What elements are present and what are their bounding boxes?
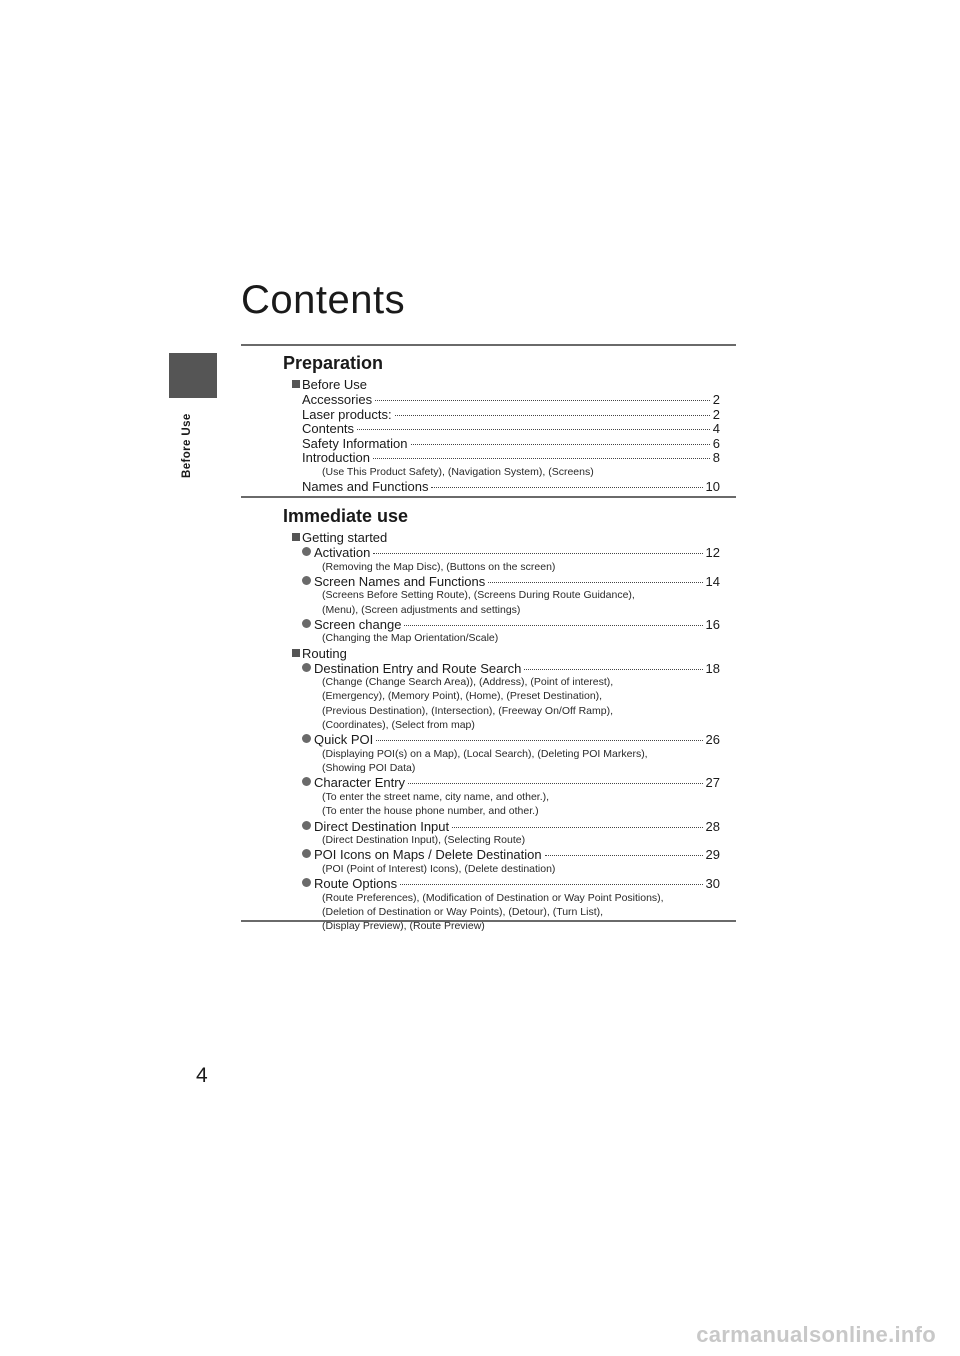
page-number: 4 bbox=[196, 1064, 208, 1087]
watermark: carmanualsonline.info bbox=[696, 1322, 936, 1347]
round-bullet-icon bbox=[302, 663, 311, 672]
round-bullet-icon bbox=[302, 849, 311, 858]
toc-group-heading: Routing bbox=[290, 646, 720, 661]
round-bullet-icon bbox=[302, 619, 311, 628]
divider-middle bbox=[241, 496, 736, 498]
toc-entry-description: (Use This Product Safety), (Navigation System), (Screens) bbox=[322, 465, 594, 478]
toc-entry-description: (Display Preview), (Route Preview) bbox=[322, 920, 485, 933]
dot-leader bbox=[400, 884, 702, 885]
section-heading-immediate-use: Immediate use bbox=[283, 506, 409, 526]
page-title: Contents bbox=[241, 278, 406, 322]
round-bullet-icon bbox=[302, 821, 311, 830]
toc-entry-description: (POI (Point of Interest) Icons), (Delete destination) bbox=[322, 862, 556, 875]
square-bullet-icon bbox=[292, 533, 300, 541]
square-bullet-icon bbox=[292, 649, 300, 657]
toc-entry-description: (Change (Change Search Area)), (Address), (Point of interest), bbox=[322, 676, 614, 689]
dot-leader bbox=[373, 458, 710, 459]
section-tab-marker bbox=[169, 353, 217, 398]
toc-entry[interactable]: Quick POI 26 bbox=[290, 732, 720, 747]
divider-bottom bbox=[241, 920, 736, 922]
toc-entry-description: (Screens Before Setting Route), (Screens During Route Guidance), bbox=[322, 589, 635, 602]
toc-entry[interactable]: Activation 12 bbox=[290, 545, 720, 560]
divider-top bbox=[241, 344, 736, 346]
round-bullet-icon bbox=[302, 576, 311, 585]
toc-entry-description: (Showing POI Data) bbox=[322, 762, 416, 775]
toc-entry-description: (Emergency), (Memory Point), (Home), (Preset Destination), bbox=[322, 690, 603, 703]
dot-leader bbox=[411, 444, 710, 445]
round-bullet-icon bbox=[302, 878, 311, 887]
toc-entry[interactable]: Names and Functions 10 bbox=[302, 478, 720, 494]
dot-leader bbox=[524, 669, 702, 670]
toc-entry[interactable]: Destination Entry and Route Search 18 bbox=[290, 661, 720, 676]
toc-immediate-use bbox=[290, 530, 720, 934]
dot-leader bbox=[545, 855, 703, 856]
dot-leader bbox=[395, 415, 710, 416]
toc-entry[interactable]: Safety Information 6 bbox=[302, 435, 720, 451]
toc-entry-description: (Deletion of Destination or Way Points), (Detour), (Turn List), bbox=[322, 905, 604, 918]
toc-entry-description: (Coordinates), (Select from map) bbox=[322, 719, 475, 732]
toc-entry[interactable]: Character Entry 27 bbox=[290, 775, 720, 790]
round-bullet-icon bbox=[302, 734, 311, 743]
toc-entry[interactable]: Screen change 16 bbox=[290, 617, 720, 632]
dot-leader bbox=[376, 740, 702, 741]
toc-entry-description: (Previous Destination), (Intersection), (Freeway On/Off Ramp), bbox=[322, 704, 613, 717]
toc-group-heading: Getting started bbox=[290, 530, 720, 545]
dot-leader bbox=[488, 582, 702, 583]
toc-entry-description: (Direct Destination Input), (Selecting Route) bbox=[322, 834, 526, 847]
toc-entry[interactable]: Direct Destination Input 28 bbox=[290, 819, 720, 834]
toc-entry[interactable]: POI Icons on Maps / Delete Destination 29 bbox=[290, 847, 720, 862]
toc-entry-description: (Displaying POI(s) on a Map), (Local Search), (Deleting POI Markers), bbox=[322, 747, 648, 760]
section-tab-label: Before Use bbox=[181, 413, 193, 478]
dot-leader bbox=[373, 553, 702, 554]
toc-entry[interactable]: Introduction 8 bbox=[302, 450, 720, 465]
toc-entry-description: (Removing the Map Disc), (Buttons on the screen) bbox=[322, 560, 556, 573]
dot-leader bbox=[404, 625, 702, 626]
toc-entry-description: (Changing the Map Orientation/Scale) bbox=[322, 632, 499, 645]
square-bullet-icon bbox=[292, 380, 300, 388]
toc-preparation bbox=[290, 377, 720, 493]
toc-entry[interactable]: Accessories 2 bbox=[302, 392, 720, 407]
round-bullet-icon bbox=[302, 777, 311, 786]
toc-group-heading: Before Use bbox=[290, 377, 720, 392]
toc-entry-description: (Route Preferences), (Modification of Destination or Way Point Positions), bbox=[322, 891, 664, 904]
dot-leader bbox=[375, 400, 710, 401]
dot-leader bbox=[431, 487, 702, 488]
toc-entry-description: (To enter the house phone number, and other.) bbox=[322, 805, 539, 818]
section-heading-preparation: Preparation bbox=[283, 353, 384, 373]
round-bullet-icon bbox=[302, 547, 311, 556]
toc-entry[interactable]: Contents 4 bbox=[302, 421, 720, 436]
toc-entry[interactable]: Screen Names and Functions 14 bbox=[290, 574, 720, 589]
dot-leader bbox=[357, 429, 710, 430]
toc-entry-description: (To enter the street name, city name, and other.), bbox=[322, 790, 550, 803]
dot-leader bbox=[408, 783, 702, 784]
toc-entry-description: (Menu), (Screen adjustments and settings) bbox=[322, 603, 521, 616]
toc-entry[interactable]: Laser products: 2 bbox=[302, 406, 720, 422]
dot-leader bbox=[452, 827, 702, 828]
toc-entry[interactable]: Route Options 30 bbox=[290, 876, 720, 891]
